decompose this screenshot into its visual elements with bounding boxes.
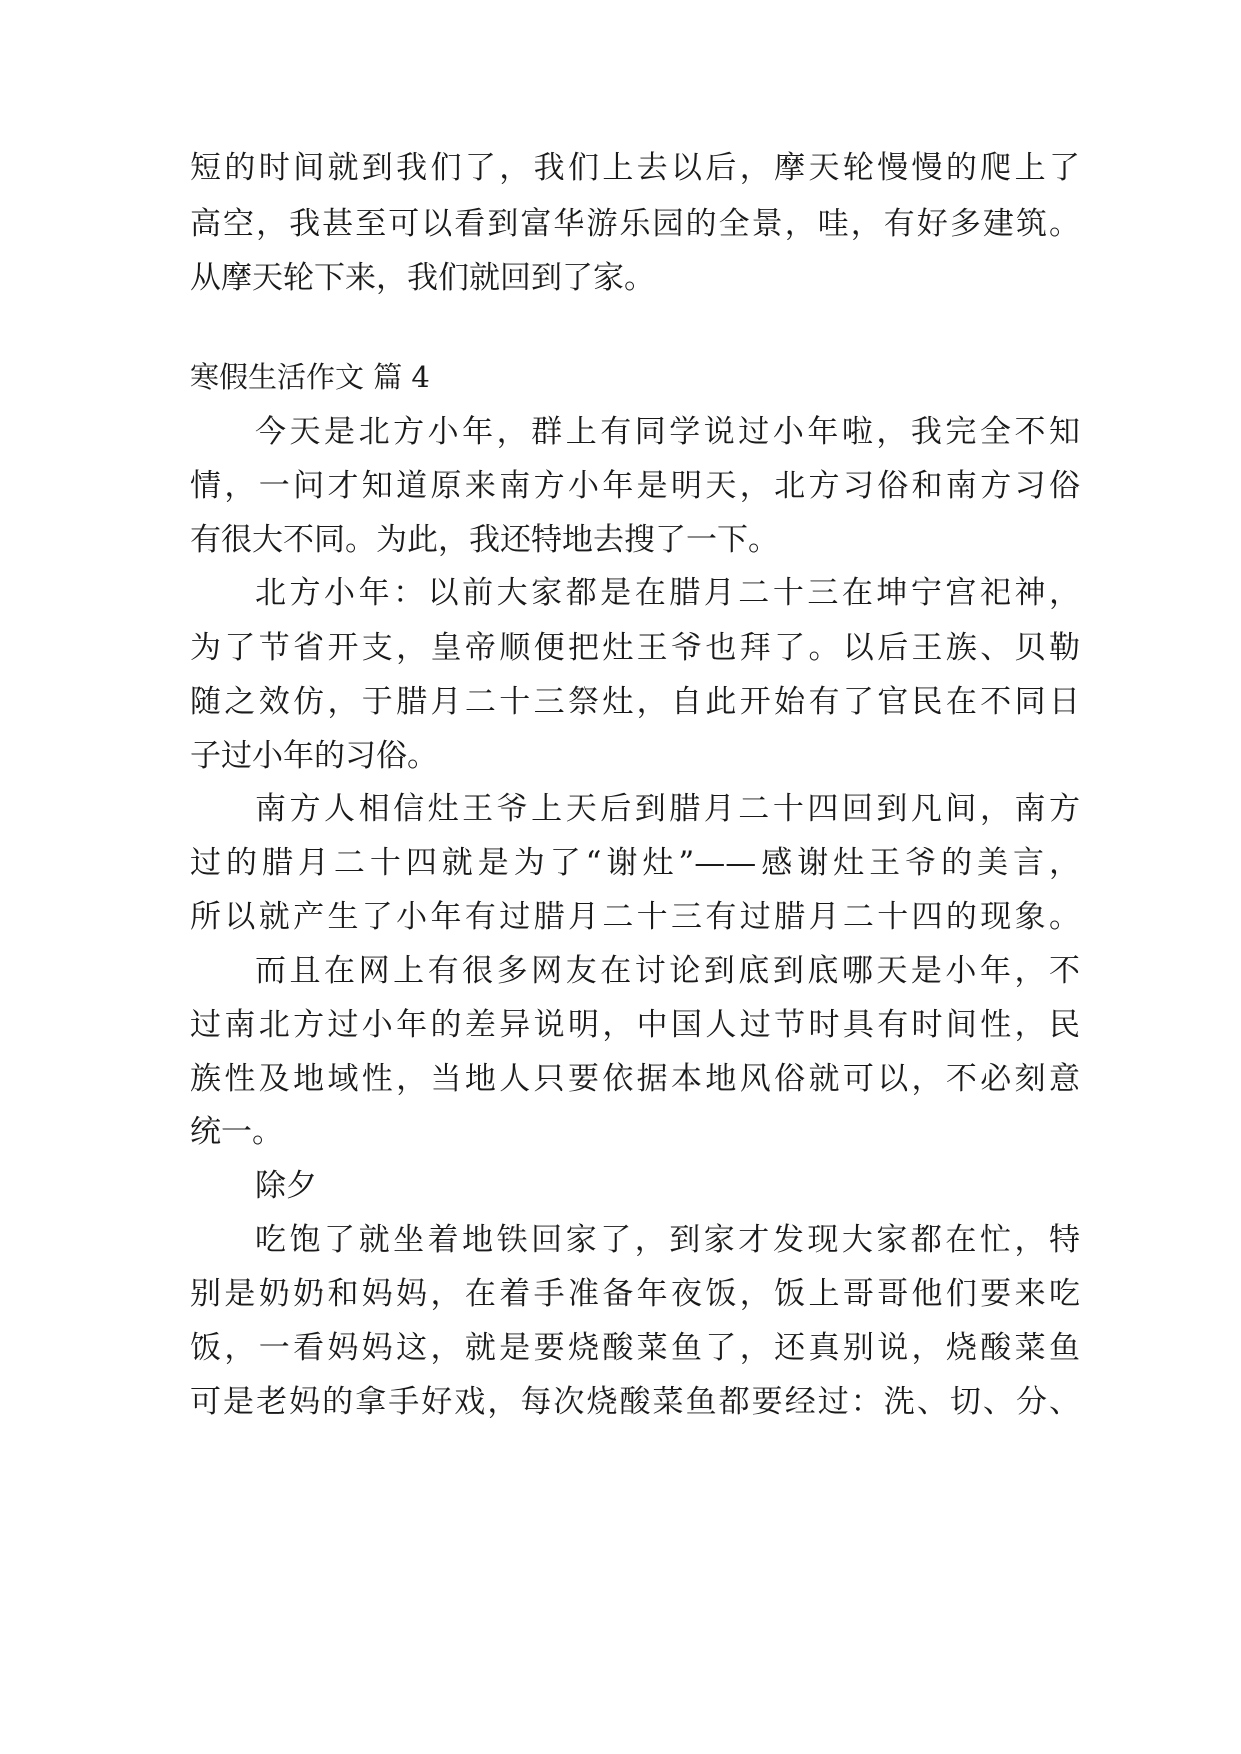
text-line: 今天是北方小年，群上有同学说过小年啦，我完全不知 <box>255 414 1080 450</box>
text-line: 为了节省开支，皇帝顺便把灶王爷也拜了。以后王族、贝勒 <box>190 630 1080 666</box>
text-line: 可是老妈的拿手好戏，每次烧酸菜鱼都要经过：洗、切、分、 <box>190 1384 1080 1420</box>
section-heading: 寒假生活作文 篇 4 <box>190 360 430 394</box>
text-line: 所以就产生了小年有过腊月二十三有过腊月二十四的现象。 <box>190 899 1080 935</box>
text-line: 高空，我甚至可以看到富华游乐园的全景，哇，有好多建筑。 <box>190 206 1080 242</box>
text-line: 短的时间就到我们了，我们上去以后，摩天轮慢慢的爬上了 <box>190 150 1080 186</box>
text-line: 过南北方过小年的差异说明，中国人过节时具有时间性，民 <box>190 1007 1080 1043</box>
text-line: 子过小年的习俗。 <box>190 738 438 774</box>
text-line: 情，一问才知道原来南方小年是明天，北方习俗和南方习俗 <box>190 468 1080 504</box>
text-line: 除夕 <box>255 1168 317 1204</box>
text-line: 族性及地域性，当地人只要依据本地风俗就可以，不必刻意 <box>190 1061 1080 1097</box>
text-line: 南方人相信灶王爷上天后到腊月二十四回到凡间，南方 <box>255 791 1080 827</box>
text-line: 有很大不同。为此，我还特地去搜了一下。 <box>190 522 779 558</box>
text-line: 北方小年：以前大家都是在腊月二十三在坤宁宫祀神， <box>255 575 1080 611</box>
text-line: 饭，一看妈妈这，就是要烧酸菜鱼了，还真别说，烧酸菜鱼 <box>190 1330 1080 1366</box>
text-line: 而且在网上有很多网友在讨论到底到底哪天是小年，不 <box>255 953 1080 989</box>
text-line: 别是奶奶和妈妈，在着手准备年夜饭，饭上哥哥他们要来吃 <box>190 1276 1080 1312</box>
text-line: 统一。 <box>190 1114 283 1150</box>
text-line: 随之效仿，于腊月二十三祭灶，自此开始有了官民在不同日 <box>190 684 1080 720</box>
text-line: 过的腊月二十四就是为了“谢灶”——感谢灶王爷的美言， <box>190 845 1080 881</box>
text-line: 从摩天轮下来，我们就回到了家。 <box>190 260 655 296</box>
text-line: 吃饱了就坐着地铁回家了，到家才发现大家都在忙，特 <box>255 1222 1080 1258</box>
